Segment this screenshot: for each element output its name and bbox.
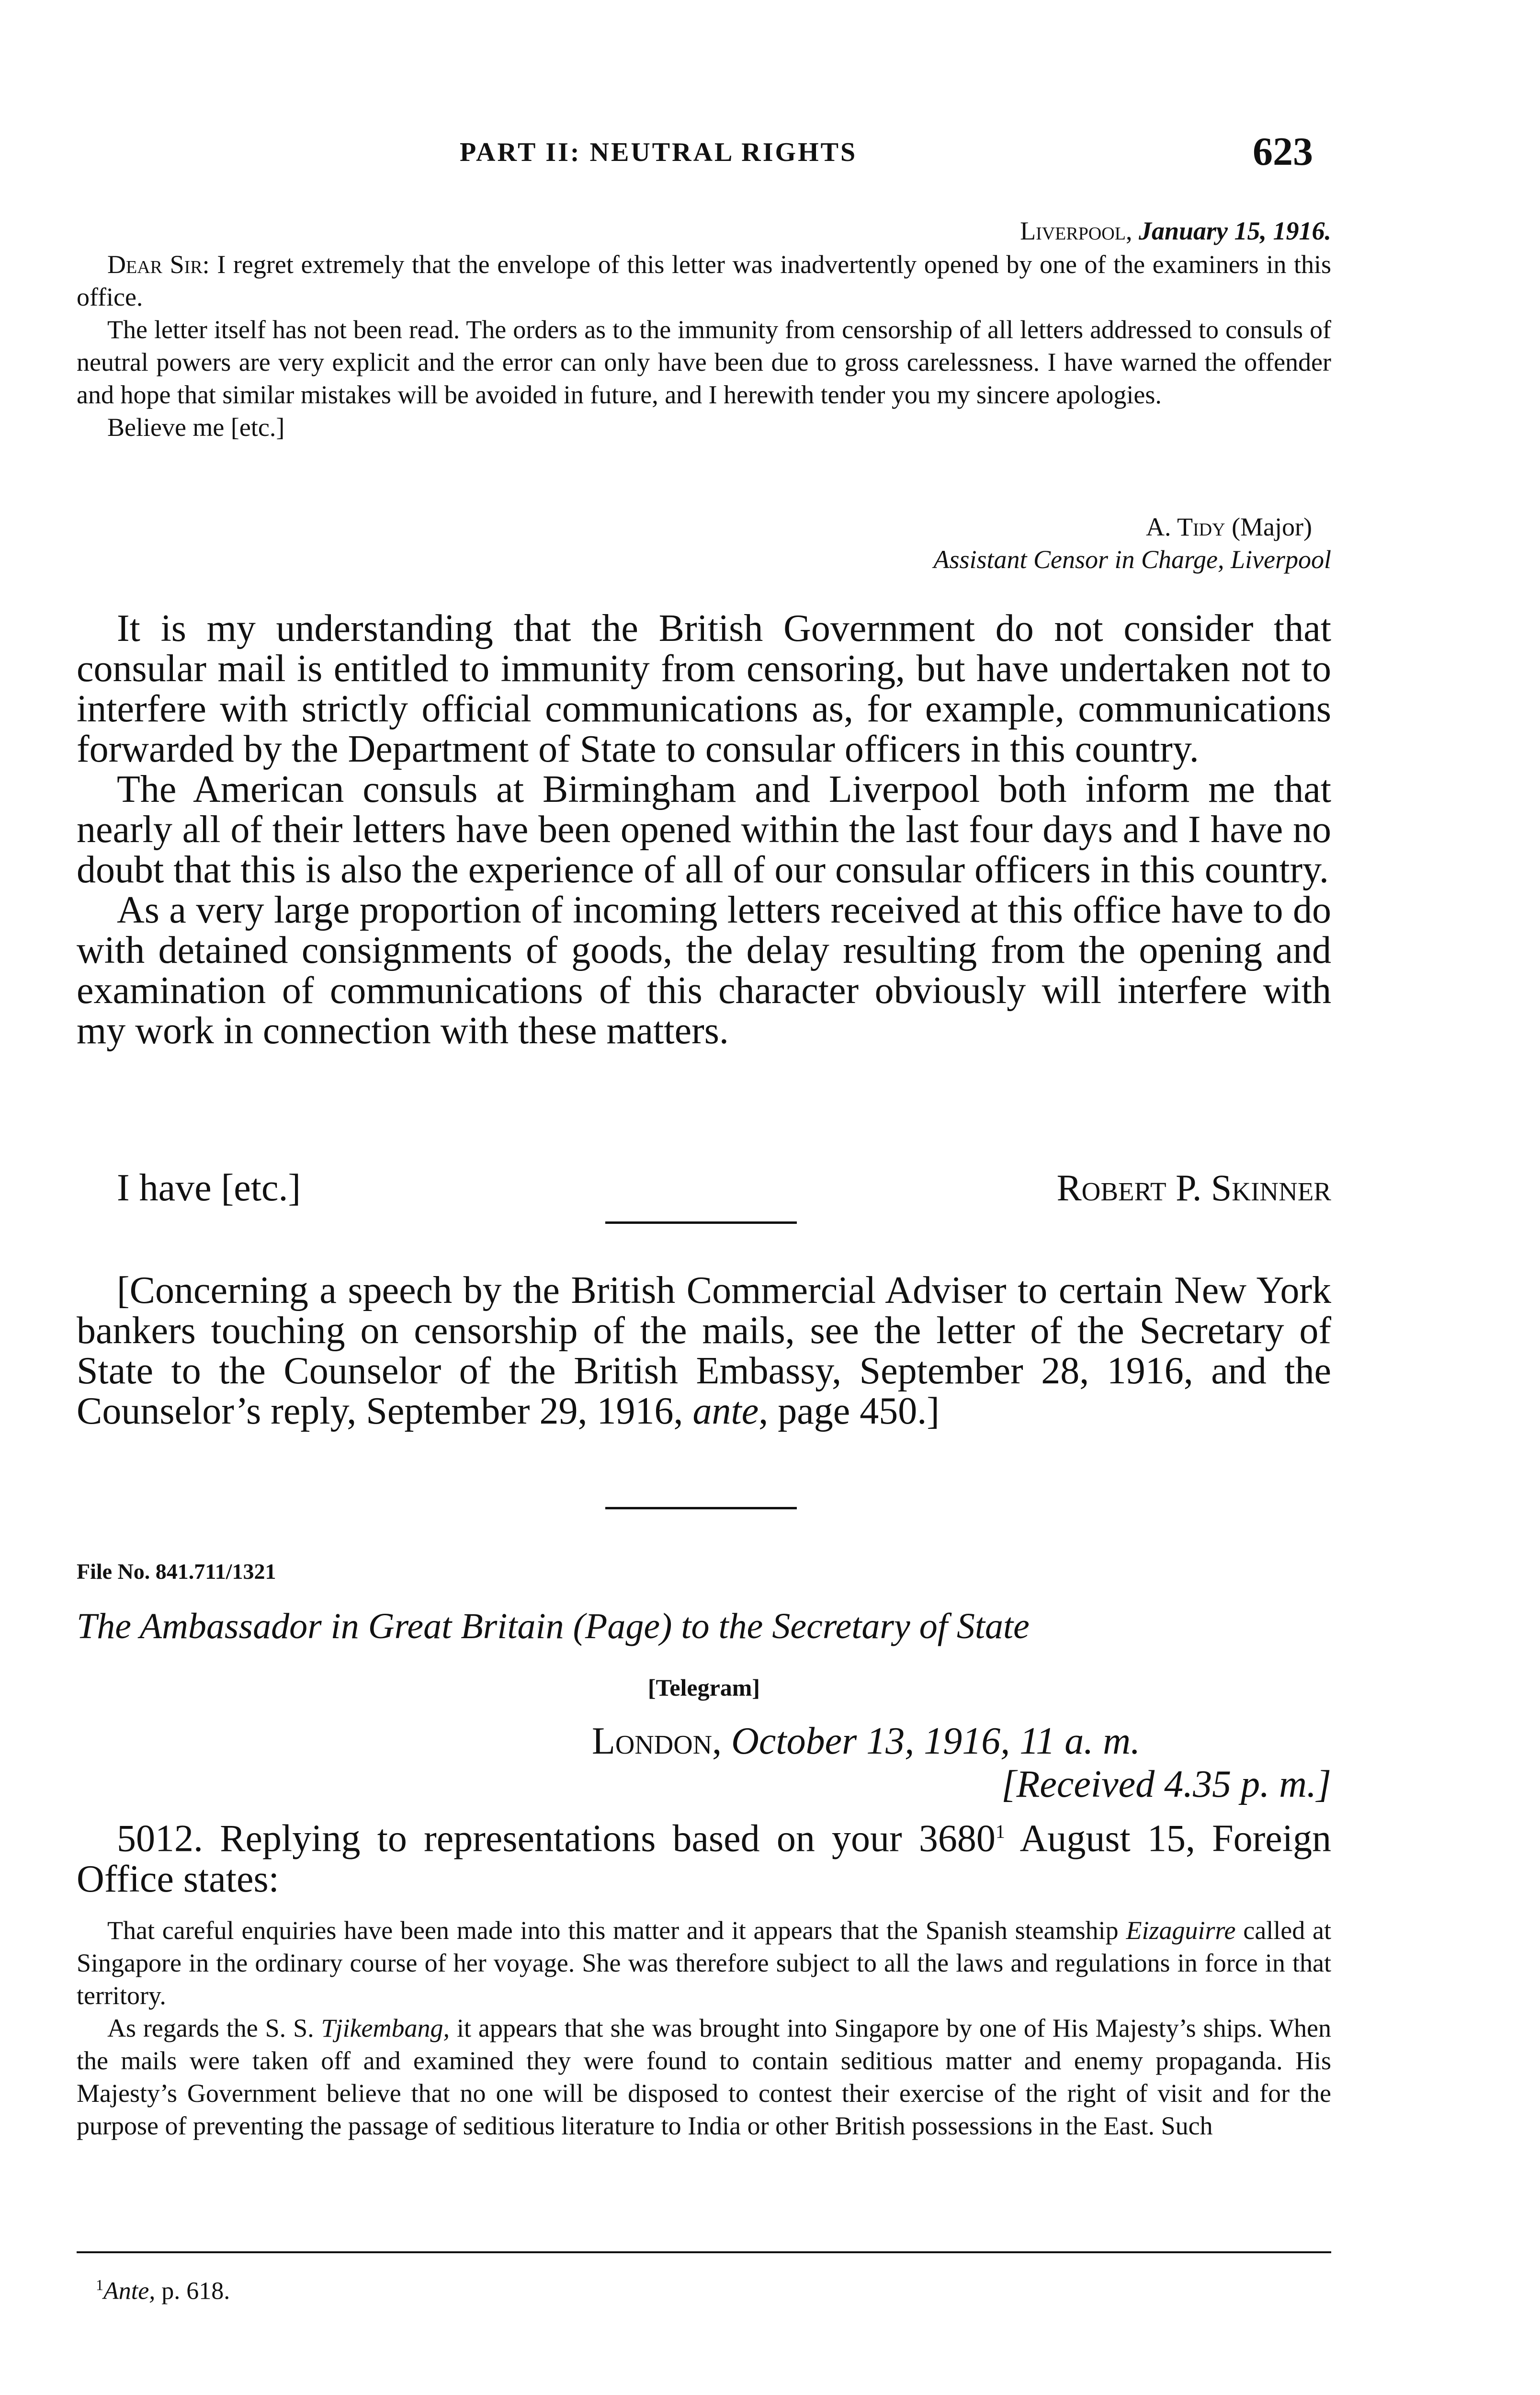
telegram-date: October 13, 1916, 11 a. m.	[731, 1720, 1141, 1762]
skinner-para-2: The American consuls at Birmingham and Liverpool both inform me that nearly all of their letters have been opened within the last four days and I have no doubt that this is also the experience of all of our consular officers in this country.	[77, 768, 1331, 891]
skinner-para-3: As a very large proportion of incoming letters received at this office have to do with detained consignments of goods, the delay resulting from the opening and examination of communications of this character obviously will interfere with my work in connection with these matters.	[77, 889, 1331, 1052]
telegram-opening-b: August 15, Foreign Office states:	[77, 1817, 1332, 1900]
quote-para-1-b: called at Singapore in the ordinary course of her voyage. She was therefore subject to all the laws and regulations in force in that territory.	[77, 1916, 1331, 2010]
quote-para-2	[77, 2012, 1331, 2142]
footnote-ref: p. 618.	[155, 2277, 230, 2305]
editorial-note-text-end: , page 450.]	[759, 1390, 940, 1432]
tidy-signature-name-line	[77, 511, 1312, 543]
tidy-signer-rank: (Major)	[1232, 513, 1312, 541]
skinner-signer: Robert P. Skinner	[1056, 1167, 1331, 1209]
ship-name-tjikembang: Tjikembang,	[321, 2014, 450, 2042]
tidy-signer-name: A. Tidy	[1146, 513, 1225, 541]
telegram-title: The Ambassador in Great Britain (Page) to the Secretary of State	[77, 1606, 1030, 1646]
telegram-number: 5012.	[117, 1817, 203, 1860]
telegram-type-label: [Telegram]	[647, 1674, 760, 1701]
quote-para-1-a: That careful enquiries have been made into this matter and it appears that the Spanish steamship	[107, 1916, 1126, 1945]
telegram-dateline	[592, 1720, 1140, 1763]
section-divider-1	[605, 1221, 797, 1224]
tidy-letter-para-1	[77, 248, 1331, 313]
footnote-marker: 1	[96, 2276, 103, 2293]
skinner-closing: I have [etc.]	[117, 1167, 301, 1209]
tidy-signer-title: Assistant Censor in Charge, Liverpool	[933, 545, 1331, 574]
page-number: 623	[1253, 129, 1313, 174]
editorial-note-text	[77, 1270, 1331, 1431]
tidy-letter-salutation: Dear Sir:	[107, 250, 210, 279]
telegram-place: London,	[592, 1720, 722, 1762]
quote-para-1	[77, 1914, 1331, 2012]
footnote-rule	[77, 2251, 1331, 2253]
tidy-letter-place: Liverpool,	[1020, 217, 1132, 245]
editorial-note	[77, 1270, 1331, 1431]
telegram-opening-a: Replying to representations based on your 3680	[220, 1817, 996, 1860]
telegram-opening-text	[77, 1812, 1331, 1899]
telegram-received: [Received 4.35 p. m.]	[1001, 1763, 1331, 1805]
footnote-ref-marker: 1	[995, 1821, 1005, 1842]
telegram-opening	[77, 1812, 1331, 1899]
ship-name-eizaguirre: Eizaguirre	[1126, 1916, 1236, 1945]
tidy-letter-dateline	[77, 215, 1331, 247]
foreign-office-quote	[77, 1914, 1331, 2142]
tidy-letter-body	[77, 248, 1331, 444]
editorial-note-text-start: [Concerning a speech by the British Commercial Adviser to certain New York bankers touching on censorship of the mails, see the letter of the Secretary of State to the Counselor of the British Embassy, September 28, 1916, and the Counselor’s reply, September 29, 1916,	[77, 1269, 1331, 1432]
tidy-letter-para-2: The letter itself has not been read. The orders as to the immunity from censorship of all letters addressed to consuls of neutral powers are very explicit and the error can only have been due to gross carelessness. I have warned the offender and hope that similar mistakes will be avoided in future, and I herewith tender you my sincere apologies.	[77, 315, 1331, 409]
skinner-body	[77, 608, 1331, 1051]
quote-para-2-a: As regards the S. S.	[107, 2014, 321, 2042]
editorial-note-ante: ante	[692, 1390, 759, 1432]
file-number: File No. 841.711/1321	[77, 1559, 276, 1584]
footnote	[96, 2276, 230, 2305]
quote-para-2-b: it appears that she was brought into Singapore by one of His Majesty’s ships. When the mails were taken off and examined they were found to contain seditious matter and enemy propaganda. His Majesty’s Government believe that no one will be disposed to contest their exercise of the right of visit and for the purpose of preventing the passage of seditious literature to India or other British possessions in the East. Such	[77, 2014, 1331, 2140]
running-title: PART II: NEUTRAL RIGHTS	[460, 137, 858, 167]
section-divider-2	[605, 1507, 797, 1509]
tidy-letter-date: January 15, 1916.	[1138, 217, 1331, 245]
tidy-letter-closing: Believe me [etc.]	[107, 413, 285, 442]
tidy-letter-para-1-text: I regret extremely that the envelope of this letter was inadvertently opened by one of the examiners in this office.	[77, 250, 1331, 311]
skinner-para-1: It is my understanding that the British Government do not consider that consular mail is entitled to immunity from censoring, but have undertaken not to interfere with strictly official communications as, for example, communications forwarded by the Department of State to consular officers in this country.	[77, 607, 1331, 770]
footnote-ante: Ante,	[103, 2277, 156, 2305]
